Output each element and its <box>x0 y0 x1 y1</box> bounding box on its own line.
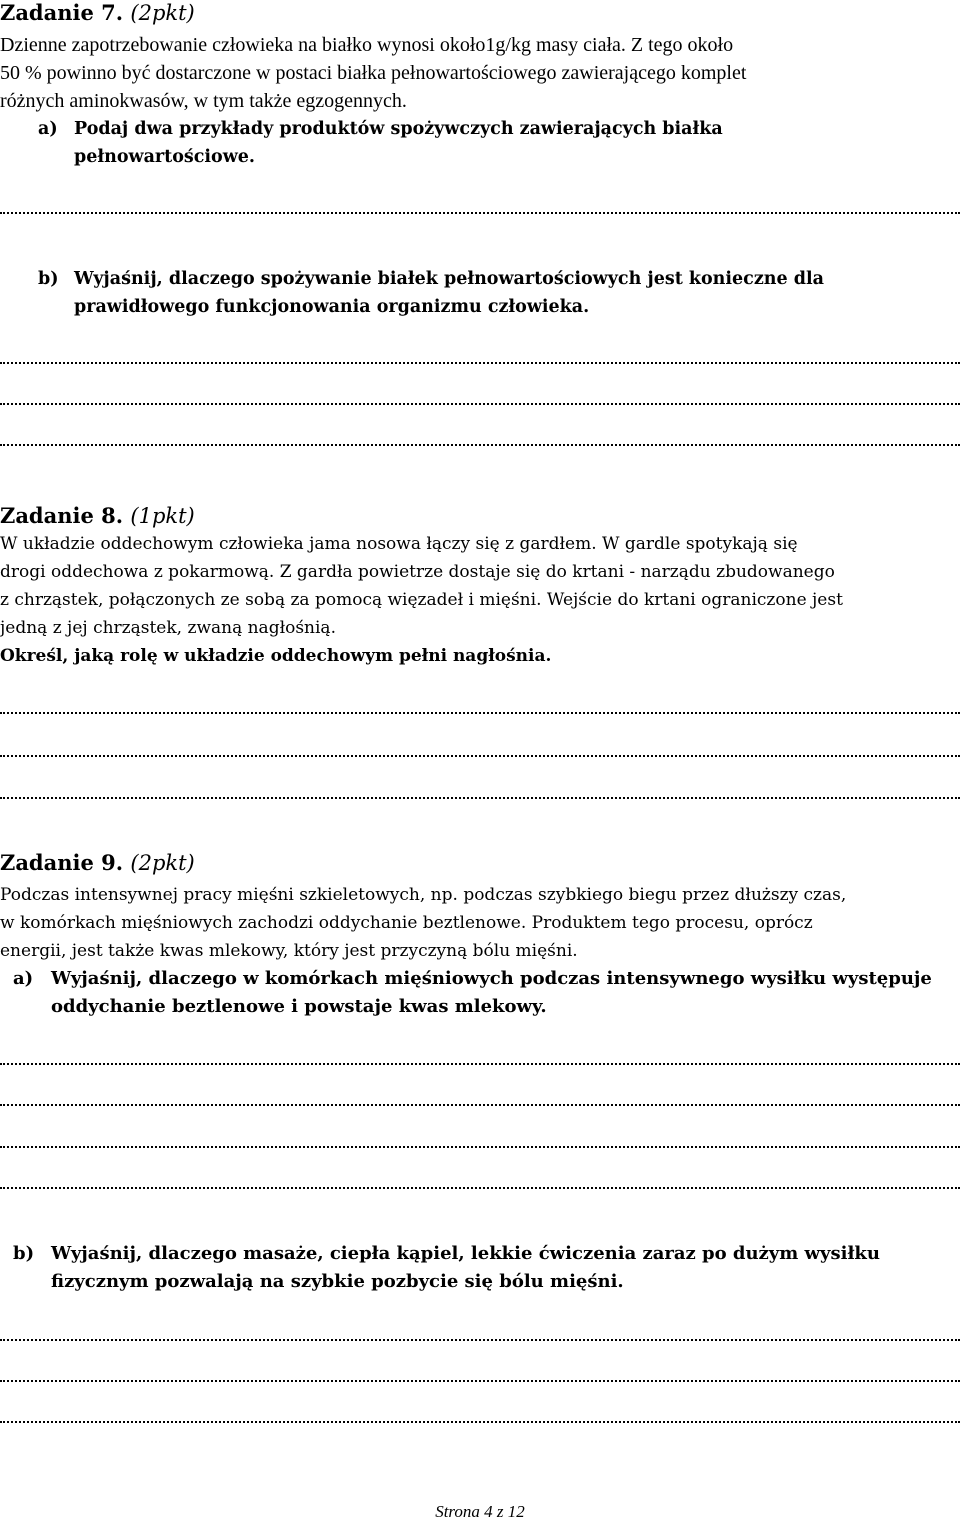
answer-line[interactable] <box>0 1104 960 1106</box>
answer-line[interactable] <box>0 1339 960 1341</box>
task-9a-question-cont: oddychanie beztlenowe i powstaje kwas mlekowy. <box>51 996 547 1017</box>
task-8-intro-line: z chrząstek, połączonych ze sobą za pomocą więzadeł i mięśni. Wejście do krtani ograniczone jest <box>0 590 843 610</box>
task-9-intro-line: Podczas intensywnej pracy mięśni szkieletowych, np. podczas szybkiego biegu przez dłuższy czas, <box>0 885 847 905</box>
task-9a-letter: a) <box>13 968 34 989</box>
answer-line[interactable] <box>0 1063 960 1065</box>
answer-line[interactable] <box>0 444 960 446</box>
task-9-intro-line: w komórkach mięśniowych zachodzi oddychanie beztlenowe. Produktem tego procesu, oprócz <box>0 913 813 933</box>
task-7-intro-line: 50 % powinno być dostarczone w postaci białka pełnowartościowego zawierającego komplet <box>0 62 747 84</box>
answer-line[interactable] <box>0 1146 960 1148</box>
task-9-points: (2pkt) <box>130 851 195 875</box>
task-9-title: Zadanie 9. (2pkt) <box>0 850 195 875</box>
task-9b-letter: b) <box>13 1243 35 1264</box>
task-8-title: Zadanie 8. (1pkt) <box>0 503 195 528</box>
task-7b-letter: b) <box>38 269 59 289</box>
task-7a-question: a) Podaj dwa przykłady produktów spożywczych zawierających białka <box>38 115 723 143</box>
task-9b-question-cont: fizycznym pozwalają na szybkie pozbycie się bólu mięśni. <box>51 1271 624 1292</box>
answer-line[interactable] <box>0 212 960 214</box>
task-8-points: (1pkt) <box>130 504 195 528</box>
task-7-title: Zadanie 7. (2pkt) <box>0 0 195 25</box>
answer-line[interactable] <box>0 712 960 714</box>
task-7a-letter: a) <box>38 119 58 139</box>
task-8-question: Określ, jaką rolę w układzie oddechowym pełni nagłośnia. <box>0 646 552 666</box>
task-7a-question-cont: pełnowartościowe. <box>74 147 255 167</box>
task-7-intro-line: Dzienne zapotrzebowanie człowieka na białko wynosi około1g/kg masy ciała. Z tego około <box>0 34 734 56</box>
task-8-intro-line: drogi oddechowa z pokarmową. Z gardła powietrze dostaje się do krtani - narządu zbudowanego <box>0 562 835 582</box>
answer-line[interactable] <box>0 1187 960 1189</box>
task-9a-question: a) Wyjaśnij, dlaczego w komórkach mięśniowych podczas intensywnego wysiłku występuje <box>13 965 932 993</box>
task-9-intro-line: energii, jest także kwas mlekowy, który jest przyczyną bólu mięśni. <box>0 941 578 961</box>
answer-line[interactable] <box>0 797 960 799</box>
answer-line[interactable] <box>0 755 960 757</box>
page-number: Strona 4 z 12 <box>435 1502 525 1521</box>
task-8-intro-line: jedną z jej chrząstek, zwaną nagłośnią. <box>0 618 336 638</box>
answer-line[interactable] <box>0 403 960 405</box>
task-9b-question: b) Wyjaśnij, dlaczego masaże, ciepła kąpiel, lekkie ćwiczenia zaraz po dużym wysiłku <box>13 1240 880 1268</box>
task-7-points: (2pkt) <box>130 1 195 25</box>
answer-line[interactable] <box>0 1421 960 1423</box>
task-8-intro-line: W układzie oddechowym człowieka jama nosowa łączy się z gardłem. W gardle spotykają się <box>0 534 798 554</box>
answer-line[interactable] <box>0 1380 960 1382</box>
task-7-intro-line: różnych aminokwasów, w tym także egzogennych. <box>0 90 407 112</box>
answer-line[interactable] <box>0 362 960 364</box>
task-7b-question: b) Wyjaśnij, dlaczego spożywanie białek pełnowartościowych jest konieczne dla <box>38 265 824 293</box>
task-7b-question-cont: prawidłowego funkcjonowania organizmu człowieka. <box>74 297 590 317</box>
